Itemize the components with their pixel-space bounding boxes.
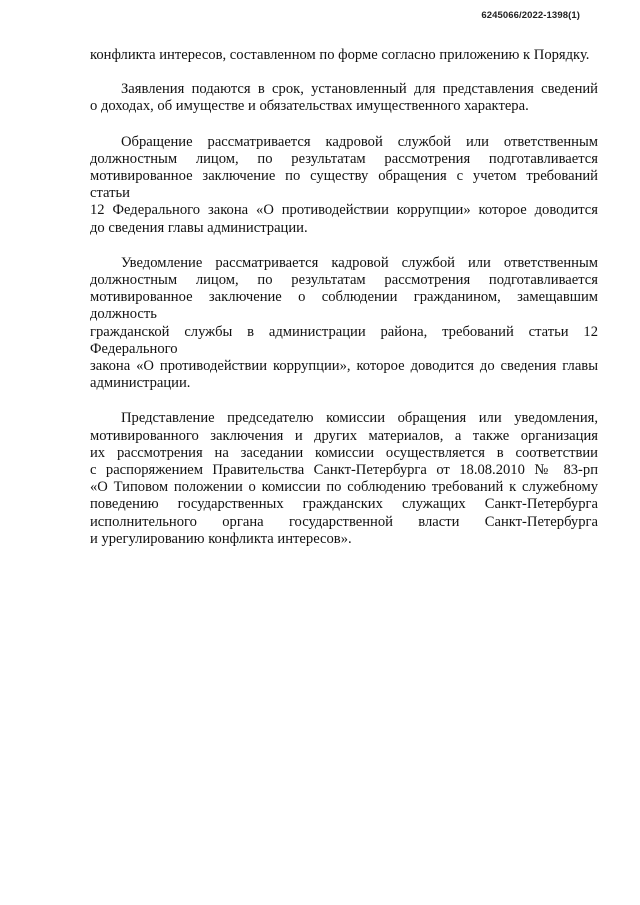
text-line: поведению государственных гражданских служащих Санкт-Петербурга: [90, 496, 598, 513]
text-line: до сведения главы администрации.: [90, 219, 308, 236]
text-line: мотивированное заключение о соблюдении гражданином, замещавшим должность: [90, 289, 598, 323]
text-line: администрации.: [90, 375, 191, 392]
text-line: «О Типовом положении о комиссии по соблюдению требований к служебному: [90, 479, 598, 496]
text-line: Представление председателю комиссии обращения или уведомления,: [121, 410, 598, 427]
text-line: их рассмотрения на заседании комиссии осуществляется в соответствии: [90, 444, 598, 461]
paragraph-notification-review: [90, 255, 598, 393]
text-line: Заявления подаются в срок, установленный для представления сведений: [121, 81, 598, 98]
text-line: гражданской службы в администрации района, требований статьи 12 Федерального: [90, 323, 598, 357]
text-line: конфликта интересов, составленном по форме согласно приложению к Порядку.: [90, 47, 590, 63]
paragraph-applications-deadline: [90, 81, 598, 115]
document-body: [90, 47, 598, 548]
text-line: Обращение рассматривается кадровой службой или ответственным: [121, 133, 598, 150]
text-line: 12 Федерального закона «О противодействии коррупции» которое доводится: [90, 202, 598, 219]
text-line: исполнительного органа государственной власти Санкт-Петербурга: [90, 513, 598, 530]
paragraph-appeal-review: [90, 134, 598, 237]
text-line: с распоряжением Правительства Санкт-Петербурга от 18.08.2010 № 83-рп: [90, 462, 598, 479]
text-line: закона «О противодействии коррупции», которое доводится до сведения главы: [90, 358, 598, 375]
document-id: 6245066/2022-1398(1): [481, 10, 580, 21]
text-line: и урегулированию конфликта интересов».: [90, 530, 352, 547]
text-line: Уведомление рассматривается кадровой службой или ответственным: [121, 254, 598, 271]
text-line: должностным лицом, по результатам рассмотрения подготавливается: [90, 150, 598, 167]
paragraph-continuation: [90, 47, 598, 64]
text-line: мотивированное заключение по существу обращения с учетом требований статьи: [90, 168, 598, 202]
text-line: должностным лицом, по результатам рассмотрения подготавливается: [90, 272, 598, 289]
text-line: мотивированного заключения и других материалов, а также организация: [90, 427, 598, 444]
text-line: о доходах, об имуществе и обязательствах имущественного характера.: [90, 98, 529, 115]
paragraph-commission-submission: [90, 410, 598, 548]
